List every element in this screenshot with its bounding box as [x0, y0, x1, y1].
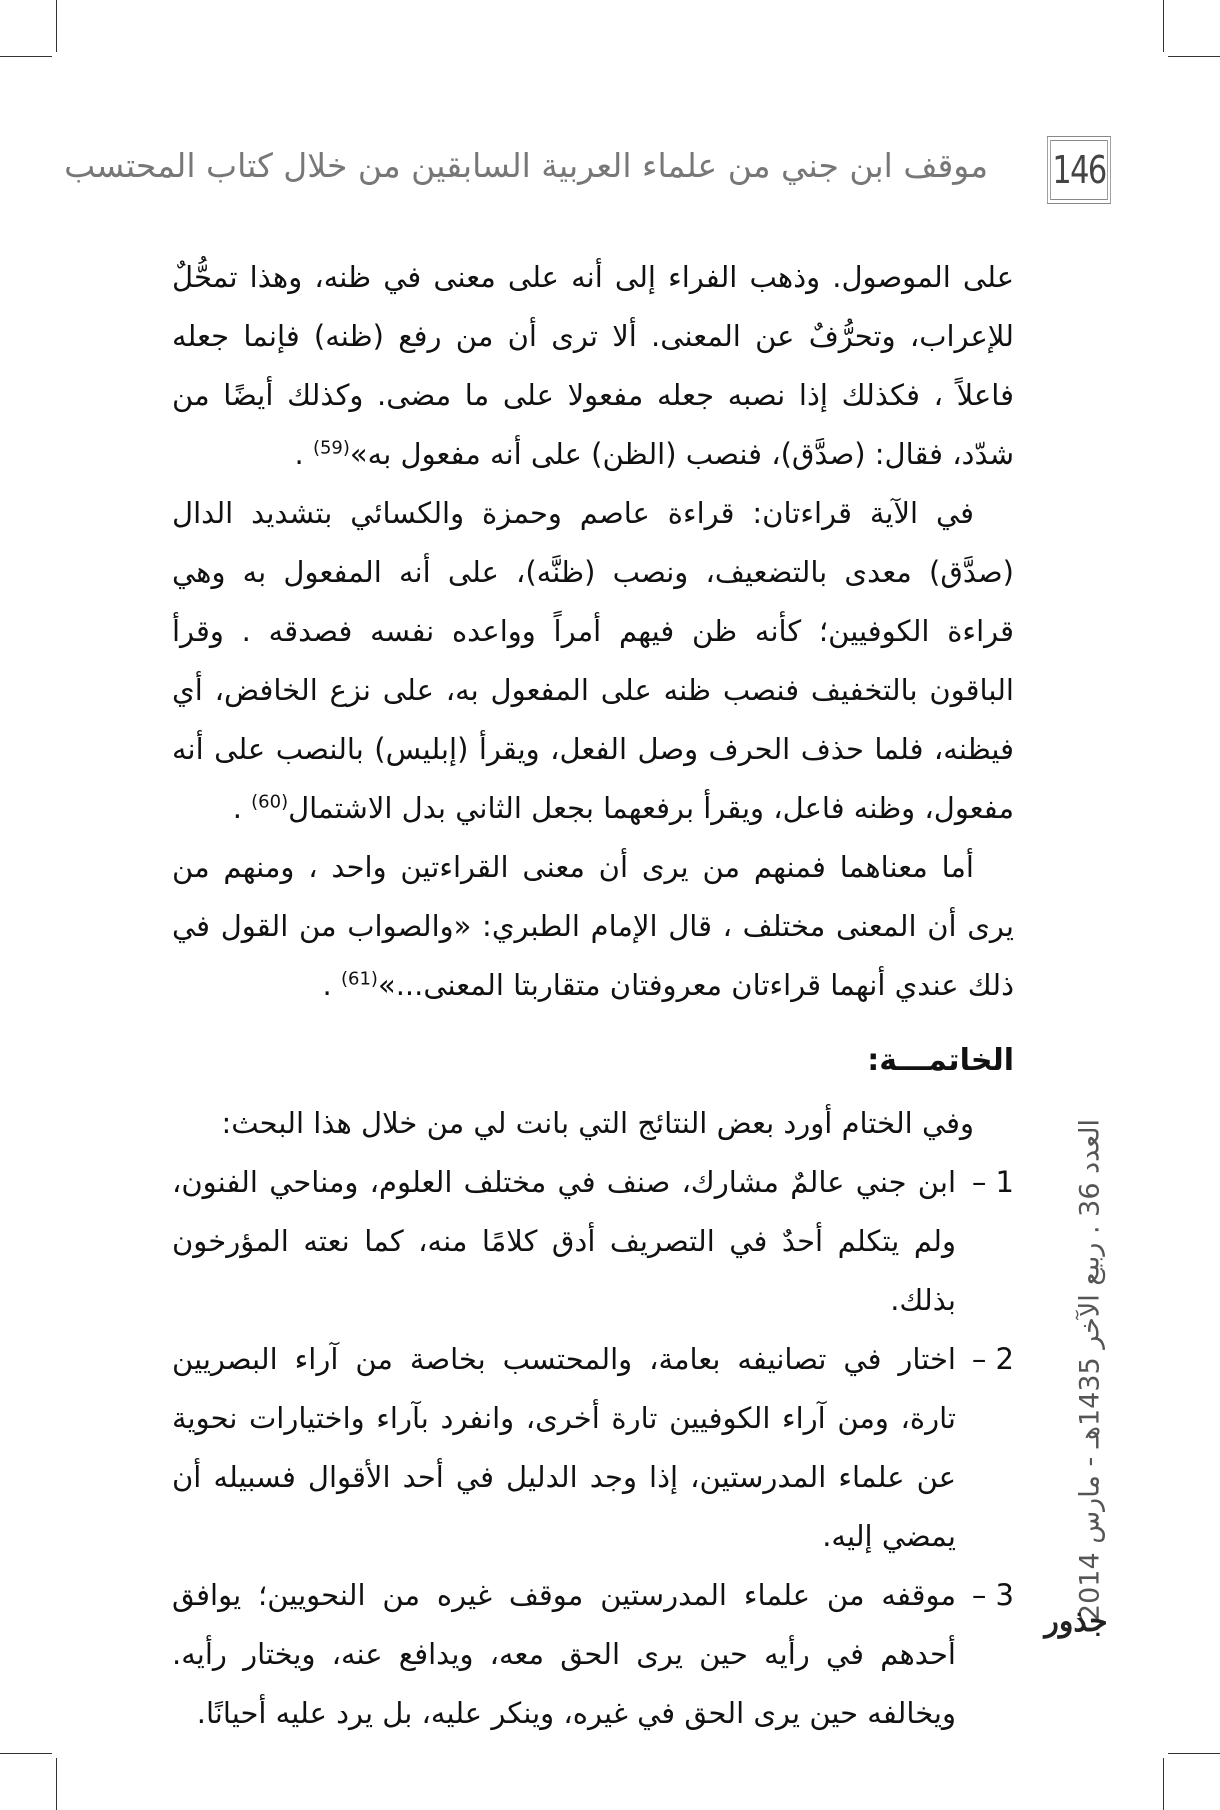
crop-mark — [1168, 56, 1220, 57]
conclusion-intro: وفي الختام أورد بعض النتائج التي بانت لي من خلال هذا البحث: — [221, 1106, 974, 1140]
paragraph-text: أما معناهما فمنهم من يرى أن معنى القراءتين واحد ، ومنهم من يرى أن المعنى مختلف ، قال الإمام الطبري: «والصواب من القول في ذلك عندي أنهما قراءتان معروفتان متقاربتا المعنى...» — [172, 850, 1014, 1002]
paragraph — [172, 838, 1014, 1015]
footnote-ref: (61) — [340, 968, 378, 990]
list-text: ابن جني عالمٌ مشارك، صنف في مختلف العلوم، ومناحي الفنون، ولم يتكلم أحدٌ في التصريف أدق كلامًا منه، كما نعته المؤرخون بذلك. — [172, 1165, 956, 1317]
list-number: 1 – — [971, 1165, 1014, 1199]
issue-info — [1070, 1118, 1110, 1622]
running-title: موقف ابن جني من علماء العربية السابقين من خلال كتاب المحتسب — [64, 146, 988, 185]
footnote-ref: (59) — [312, 437, 350, 459]
list-text: اختار في تصانيفه بعامة، والمحتسب بخاصة من آراء البصريين تارة، ومن آراء الكوفيين تارة أخرى، وانفرد بآراء واختيارات نحوية عن علماء المدرستين، إذا وجد الدليل في أحد الأقوال فسبيله أن يمضي إليه. — [172, 1342, 956, 1553]
issue-text: العدد 36 . ربيع الآخر 1435هـ - مارس 2014 — [1074, 1118, 1106, 1622]
footnote-ref: (60) — [251, 791, 289, 813]
crop-mark — [1168, 1753, 1220, 1754]
crop-mark — [56, 0, 57, 52]
list-number: 2 – — [971, 1342, 1014, 1376]
list-text: موقفه من علماء المدرستين موقف غيره من النحويين؛ يوافق أحدهم في رأيه حين يرى الحق معه، ويدافع عنه، ويختار رأيه. ويخالفه حين يرى الحق في غيره، وينكر عليه، بل يرد عليه أحيانًا. — [172, 1578, 956, 1730]
sentence-end: . — [294, 437, 304, 471]
list-number: 3 – — [971, 1578, 1014, 1612]
list-item — [172, 1330, 1014, 1566]
crop-mark — [1163, 0, 1164, 52]
body-text — [172, 248, 1014, 1743]
sentence-end: . — [232, 791, 242, 825]
crop-mark — [56, 1758, 57, 1810]
paragraph — [172, 248, 1014, 484]
crop-mark — [1163, 1758, 1164, 1810]
paragraph-text: في الآية قراءتان: قراءة عاصم وحمزة والكسائي بتشديد الدال (صدَّق) معدى بالتضعيف، ونصب (ظنَّه)، على أنه المفعول به وهي قراءة الكوفيين؛ كأنه ظن فيهم أمراً وواعده نفسه فصدقه . وقرأ الباقون بالتخفيف فنصب ظنه على المفعول به، على نزع الخافض، أي فيظنه، فلما حذف الحرف وصل الفعل، ويقرأ (إبليس) بالنصب على أنه مفعول، وظنه فاعل، ويقرأ برفعهما بجعل الثاني بدل الاشتمال — [172, 496, 1014, 825]
sentence-end: . — [322, 968, 332, 1002]
list-item — [172, 1153, 1014, 1330]
page-number: 146 — [1050, 140, 1108, 200]
list-item — [172, 1566, 1014, 1743]
crop-mark — [0, 1753, 52, 1754]
paragraph — [172, 484, 1014, 838]
crop-mark — [0, 56, 52, 57]
journal-logo: جذور — [1044, 1603, 1108, 1639]
paragraph-text: على الموصول. وذهب الفراء إلى أنه على معنى في ظنه، وهذا تمحُّلٌ للإعراب، وتحرُّفٌ عن المعنى. ألا ترى أن من رفع (ظنه) فإنما جعله فاعلاً ، فكذلك إذا نصبه جعله مفعولا على ما مضى. وكذلك أيضًا من شدّد، فقال: (صدَّق)، فنصب (الظن) على أنه مفعول به» — [172, 260, 1014, 471]
conclusion-heading: الخاتمـــة: — [867, 1043, 1014, 1078]
